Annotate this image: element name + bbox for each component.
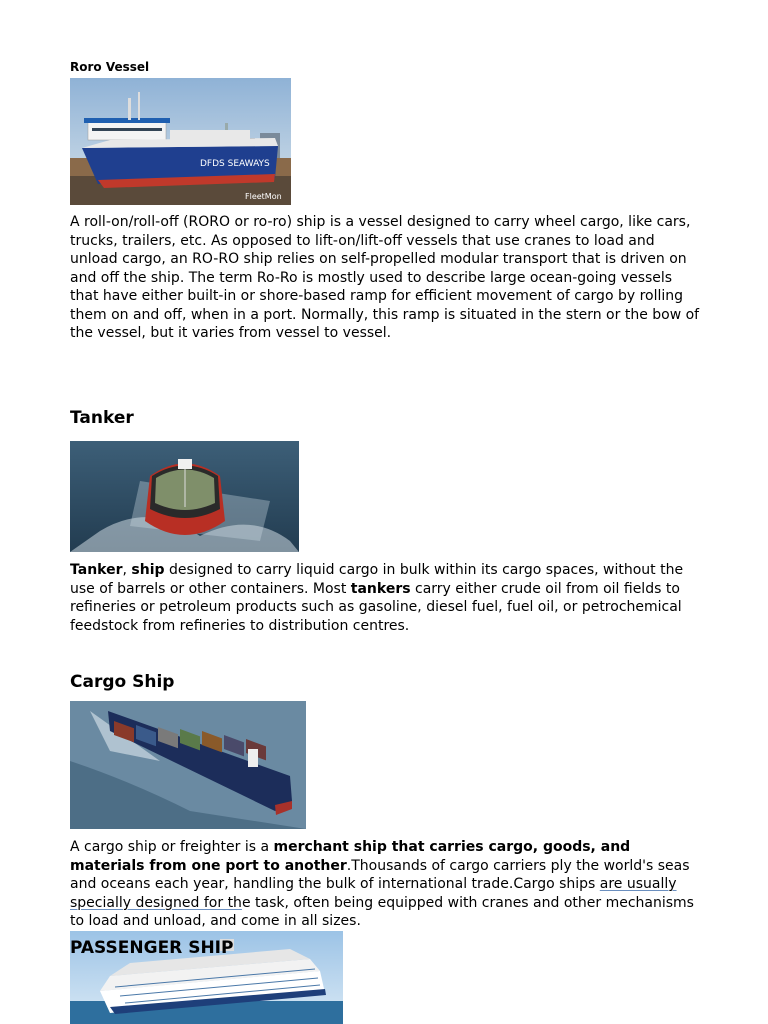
cargo-bold-phrase: merchant ship that carries cargo, goods, and materials from one port to another xyxy=(70,839,631,874)
cargo-text-3: e task, often being equipped with cranes and other mechanisms to load and unload, and come in all sizes. xyxy=(70,894,694,929)
cargo-text-1: A cargo ship or freighter is a xyxy=(70,839,274,855)
fleetmon-watermark: FleetMon xyxy=(245,192,282,201)
tankers-bold-term: tankers xyxy=(350,580,411,597)
tanker-paragraph xyxy=(70,561,700,635)
ship-bold-term: ship xyxy=(131,562,165,578)
tanker-heading: Tanker xyxy=(70,408,134,428)
tanker-text-2: carry either crude oil from oil fields to refineries or petroleum products such as gasoline, diesel fuel, fuel oil, or petrochemical feedstock from refineries to distribution centres. xyxy=(70,580,682,634)
cargo-text-2: .Thousands of cargo carriers ply the world's seas and oceans each year, handling the bulk of international trade.Cargo ships xyxy=(70,857,690,892)
cargo-ship-image xyxy=(70,701,306,829)
roro-title: Roro Vessel xyxy=(70,60,150,74)
roro-paragraph: A roll-on/roll-off (RORO or ro-ro) ship is a vessel designed to carry wheel cargo, like cars, trucks, trailers, etc. As opposed to lift-on/lift-off vessels that use cranes to load and unload cargo, an RO-RO ship relies on self-propelled modular transport that is driven on and off the ship. The term Ro-Ro is mostly used to describe large ocean-going vessels that have either built-in or shore-based ramp for efficient movement of cargo by rolling them on and off, when in a port. Normally, this ramp is situated in the stern or the bow of the vessel, but it varies from vessel to vessel. xyxy=(70,214,700,341)
cargo-paragraph xyxy=(70,838,700,931)
cargo-heading: Cargo Ship xyxy=(70,672,175,692)
passenger-ship-heading: PASSENGER SHIP xyxy=(70,938,234,958)
tanker-sep: , xyxy=(122,562,132,578)
tanker-bold-term: Tanker xyxy=(70,562,123,578)
roro-vessel-image xyxy=(70,78,291,205)
tanker-image xyxy=(70,441,299,552)
cargo-underlined-phrase: are usually specially designed for th xyxy=(70,876,677,911)
roro-hull-text: DFDS SEAWAYS xyxy=(200,159,270,169)
tanker-text-1: designed to carry liquid cargo in bulk within its cargo spaces, without the use of barrels or other containers. Most xyxy=(70,562,684,597)
